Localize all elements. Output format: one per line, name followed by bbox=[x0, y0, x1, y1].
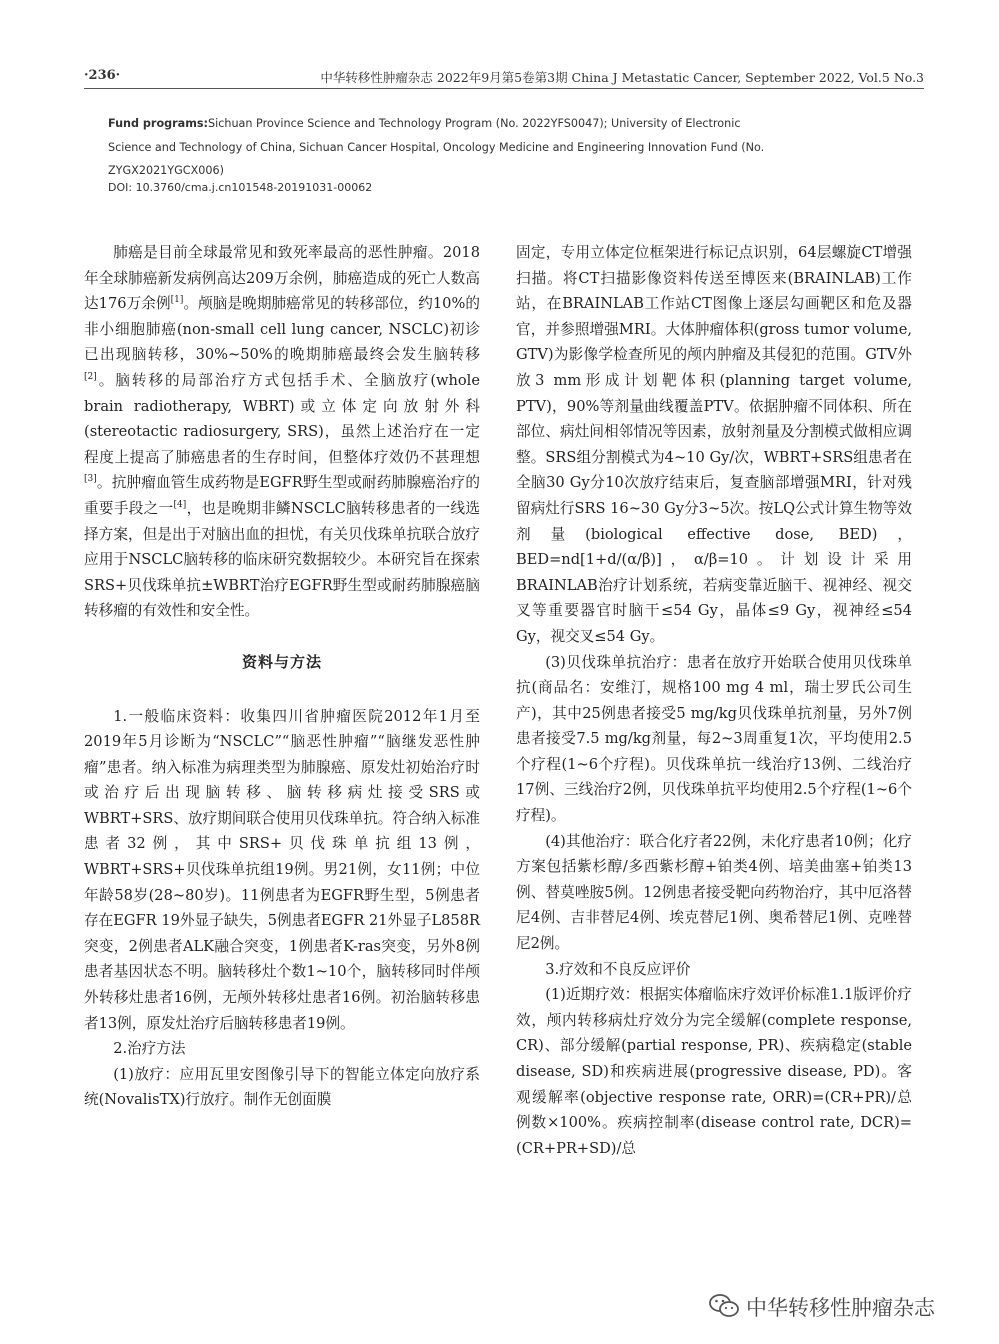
intro-text-4: 。抗肿瘤血管生成药物是EGFR野生型或耐药肺腺癌治疗的重要手段之一 bbox=[84, 474, 480, 517]
header-rule bbox=[84, 88, 924, 89]
radiotherapy-continued: 固定，专用立体定位框架进行标记点识别，64层螺旋CT增强扫描。将CT扫描影像资料传送至博医来(BRAINLAB)工作站，在BRAINLAB工作站CT图像上逐层勾画靶区和危及器官，并参照增强MRI。大体肿瘤体积(gross tumor volume, GTV)为影像学检查所见的颅内肿瘤及其侵犯的范围。GTV外放3 mm形成计划靶体积(planning target volume, PTV)，90%等剂量曲线覆盖PTV。依据肿瘤不同体积、所在部位、病灶间相邻情况等因素，放射剂量及分割模式做相应调整。SRS组分割模式为4~10 Gy/次，WBRT+SRS组患者在全脑30 Gy分10次放疗结束后，复查脑部增强MRI，针对残留病灶行SRS 16~30 Gy分3~5次。按LQ公式计算生物等效剂量(biological effective dose, BED)，BED=nd[1+d/(α/β)]，α/β=10。计划设计采用BRAINLAB治疗计划系统，若病变靠近脑干、视神经、视交叉等重要器官时脑干≤54 Gy，晶体≤9 Gy，视神经≤54 Gy，视交叉≤54 Gy。 bbox=[516, 244, 912, 645]
wechat-icon bbox=[708, 1292, 740, 1320]
citation-ref[interactable]: [1] bbox=[170, 295, 184, 306]
intro-paragraph bbox=[84, 240, 480, 624]
page-number: ·236· bbox=[84, 68, 121, 83]
citation-ref[interactable]: [3] bbox=[84, 474, 97, 485]
journal-line: 中华转移性肿瘤杂志 2022年9月第5卷第3期 China J Metastatic Cancer, September 2022, Vol.5 No.3 bbox=[320, 70, 924, 85]
citation-ref[interactable]: [2] bbox=[84, 371, 97, 382]
radiotherapy-paragraph: (1)放疗：应用瓦里安图像引导下的智能立体定向放疗系统(NovalisTX)行放疗。制作无创面膜 bbox=[84, 1065, 480, 1109]
evaluation-heading: 3.疗效和不良反应评价 bbox=[545, 960, 691, 978]
evaluation-paragraph: (1)近期疗效：根据实体瘤临床疗效评价标准1.1版评价疗效，颅内转移病灶疗效分为完全缓解(complete response, CR)、部分缓解(partial response, PR)、疾病稳定(stable disease, SD)和疾病进展(progressive disease, PD)。客观缓解率(objective response rate, ORR)=(CR+PR)/总例数×100%。疾病控制率(disease control rate, DCR)=(CR+PR+SD)/总 bbox=[516, 986, 912, 1157]
fund-programs bbox=[108, 112, 770, 183]
intro-text-1: 肺癌是目前全球最常见和致死率最高的恶性肿瘤。2018年全球肺癌新发病例高达209万余例，肺癌造成的死亡人数高达176万余例 bbox=[84, 244, 480, 313]
running-header bbox=[84, 62, 924, 90]
intro-text-2: 。颅脑是晚期肺癌常见的转移部位，约10%的非小细胞肺癌(non-small cell lung cancer, NSCLC)初诊已出现脑转移，30%~50%的晚期肺癌最终会发生脑转移 bbox=[84, 295, 480, 364]
watermark bbox=[708, 1286, 978, 1326]
doi: DOI: 10.3760/cma.j.cn101548-20191031-00062 bbox=[108, 181, 373, 194]
citation-ref[interactable]: [4] bbox=[173, 499, 187, 510]
general-data-paragraph: 1.一般临床资料：收集四川省肿瘤医院2012年1月至2019年5月诊断为“NSCLC”“脑恶性肿瘤”“脑继发恶性肿瘤”患者。纳入标准为病理类型为肺腺癌、原发灶初始治疗时或治疗后出现脑转移、脑转移病灶接受SRS或WBRT+SRS、放疗期间联合使用贝伐珠单抗。符合纳入标准患者32例，其中SRS+贝伐珠单抗组13例，WBRT+SRS+贝伐珠单抗组19例。男21例，女11例；中位年龄58岁(28~80岁)。11例患者为EGFR野生型，5例患者存在EGFR 19外显子缺失，5例患者EGFR 21外显子L858R突变，2例患者ALK融合突变，1例患者K-ras突变，另外8例患者基因状态不明。脑转移灶个数1~10个，脑转移同时伴颅外转移灶患者16例，无颅外转移灶患者16例。初治脑转移患者13例，原发灶治疗后脑转移患者19例。 bbox=[84, 707, 480, 1032]
right-column bbox=[516, 240, 912, 1161]
intro-text-3: 。脑转移的局部治疗方式包括手术、全脑放疗(whole brain radiotherapy, WBRT)或立体定向放射外科(stereotactic radiosurgery, SRS)，虽然上述治疗在一定程度上提高了肺癌患者的生存时间，但整体疗效仍不甚理想 bbox=[84, 371, 480, 466]
other-therapy-paragraph: (4)其他治疗：联合化疗者22例，未化疗患者10例；化疗方案包括紫杉醇/多西紫杉醇+铂类4例、培美曲塞+铂类13例、替莫唑胺5例。12例患者接受靶向药物治疗，其中厄洛替尼4例、吉非替尼4例、埃克替尼1例、奥希替尼1例、克唑替尼2例。 bbox=[516, 832, 912, 953]
intro-text-5: ，也是晚期非鳞NSCLC脑转移患者的一线选择方案，但是出于对脑出血的担忧，有关贝伐珠单抗联合放疗应用于NSCLC脑转移的临床研究数据较少。本研究旨在探索SRS+贝伐珠单抗±WBRT治疗EGFR野生型或耐药肺腺癌脑转移瘤的有效性和安全性。 bbox=[84, 499, 480, 620]
watermark-text: 中华转移性肿瘤杂志 bbox=[746, 1296, 935, 1320]
left-column bbox=[84, 240, 480, 1113]
section-heading: 资料与方法 bbox=[241, 652, 322, 671]
fund-label: Fund programs: bbox=[108, 117, 208, 130]
fund-text: Sichuan Province Science and Technology Program (No. 2022YFS0047); University of Electronic Science and Technology of China, Sichuan Cancer Hospital, Oncology Medicine and Engineering Innovation Fund (No. ZYGX2021YGCX006) bbox=[108, 117, 765, 177]
treatment-heading: 2.治疗方法 bbox=[113, 1040, 186, 1058]
bevacizumab-paragraph: (3)贝伐珠单抗治疗：患者在放疗开始联合使用贝伐珠单抗(商品名：安维汀，规格100 mg 4 ml，瑞士罗氏公司生产)，其中25例患者接受5 mg/kg贝伐珠单抗剂量，另外7例患者接受7.5 mg/kg剂量，每2~3周重复1次，平均使用2.5个疗程(1~6个疗程)。贝伐珠单抗一线治疗13例、二线治疗17例、三线治疗2例，贝伐珠单抗平均使用2.5个疗程(1~6个疗程)。 bbox=[516, 653, 912, 825]
